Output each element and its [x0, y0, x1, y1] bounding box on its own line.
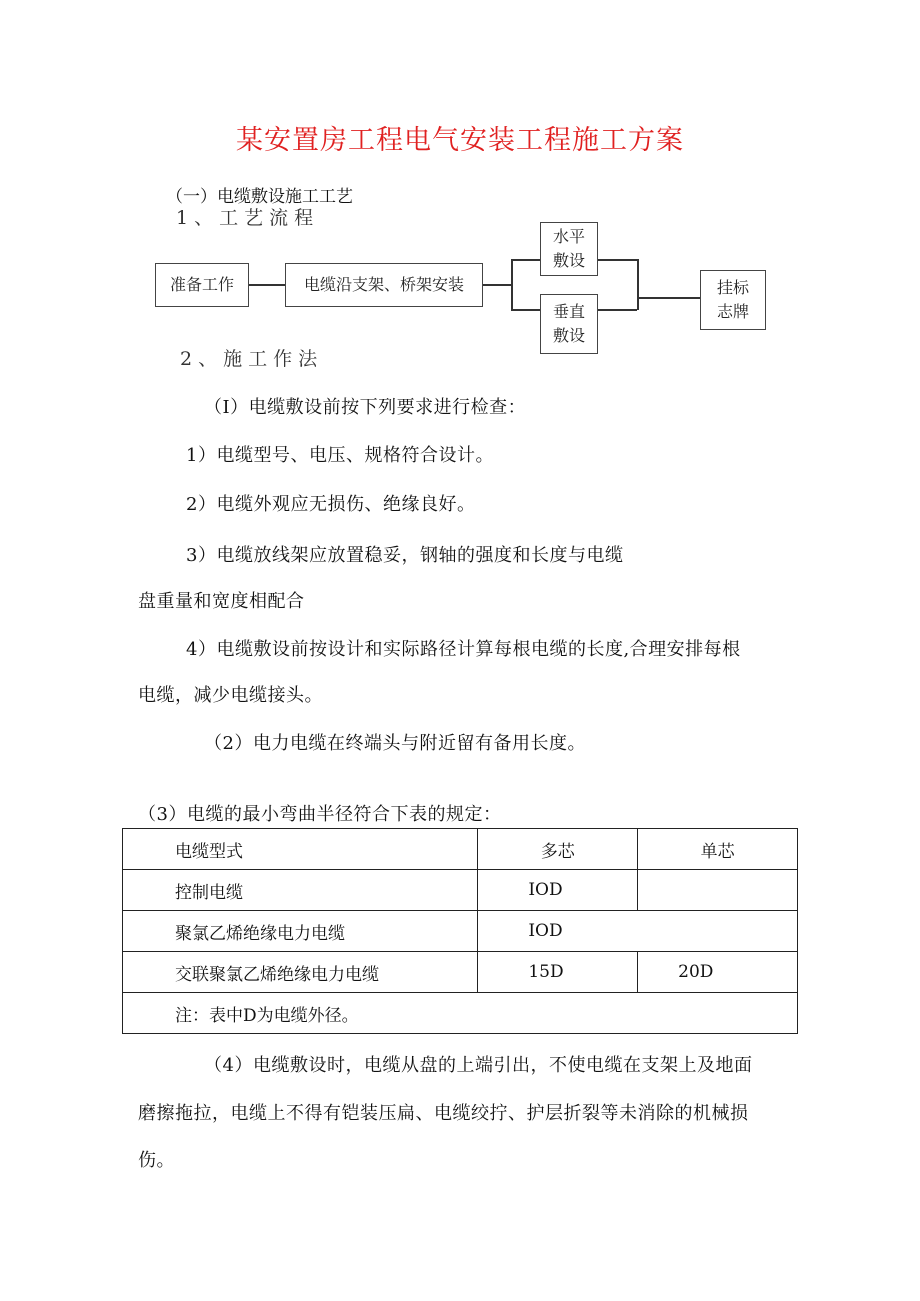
table-header-row [123, 829, 798, 870]
table-cell [638, 870, 798, 911]
paragraph: 1）电缆型号、电压、规格符合设计。 [186, 445, 494, 466]
paragraph: 2）电缆外观应无损伤、绝缘良好。 [186, 494, 476, 515]
paragraph: 电缆，减少电缆接头。 [138, 685, 323, 706]
flow-connector [511, 259, 540, 261]
page-title: 某安置房工程电气安装工程施工方案 [236, 125, 684, 156]
table-cell: 控制电缆 [123, 870, 478, 911]
table-cell: 聚氯乙烯绝缘电力电缆 [123, 911, 478, 952]
table-row [123, 911, 798, 952]
flow-connector [483, 284, 511, 286]
flow-box-horizontal: 水平 敷设 [540, 222, 598, 276]
table-note: 注：表中D为电缆外径。 [123, 993, 798, 1034]
table-cell: 交联聚氯乙烯绝缘电力电缆 [123, 952, 478, 993]
paragraph: （I）电缆敷设前按下列要求进行检查： [204, 397, 527, 418]
flow-box-tag: 挂标 志牌 [700, 270, 766, 330]
paragraph: 盘重量和宽度相配合 [138, 591, 305, 612]
section-heading-cable-laying: （一）电缆敷设施工工艺 [166, 187, 353, 207]
paragraph: 4）电缆敷设前按设计和实际路径计算每根电缆的长度,合理安排每根 [186, 639, 741, 660]
table-row [123, 952, 798, 993]
table-cell: 20D [638, 952, 798, 993]
flow-branch-right [637, 259, 639, 310]
flow-box-install: 电缆沿支架、桥架安装 [285, 263, 483, 307]
paragraph: 3）电缆放线架应放置稳妥，钢轴的强度和长度与电缆 [186, 545, 624, 566]
table-header-cell: 多芯 [478, 829, 638, 870]
table-cell: 15D [478, 952, 638, 993]
paragraph: （2）电力电缆在终端头与附近留有备用长度。 [204, 733, 586, 754]
table-header-cell: 单芯 [638, 829, 798, 870]
flow-box-vertical: 垂直 敷设 [540, 294, 598, 354]
table-note-row [123, 993, 798, 1034]
flow-connector [249, 284, 285, 286]
flow-connector [511, 309, 540, 311]
flow-connector [598, 309, 637, 311]
table-cell: IOD [478, 870, 638, 911]
paragraph: （3）电缆的最小弯曲半径符合下表的规定： [138, 804, 502, 825]
table-cell: IOD [478, 911, 798, 952]
bending-radius-table [122, 828, 798, 1034]
flow-connector [638, 297, 700, 299]
flow-connector [598, 259, 637, 261]
subheading-construction-method: 2、施工作法 [180, 348, 324, 370]
paragraph: 伤。 [138, 1150, 175, 1171]
flow-branch-left [511, 259, 513, 310]
table-row [123, 870, 798, 911]
paragraph: （4）电缆敷设时，电缆从盘的上端引出，不使电缆在支架上及地面 [204, 1055, 753, 1076]
flow-box-prep: 准备工作 [155, 263, 249, 307]
table-header-cell: 电缆型式 [123, 829, 478, 870]
paragraph: 磨擦拖拉，电缆上不得有铠装压扁、电缆绞拧、护层折裂等未消除的机械损 [138, 1103, 749, 1124]
subheading-process-flow: 1、工艺流程 [176, 207, 320, 229]
